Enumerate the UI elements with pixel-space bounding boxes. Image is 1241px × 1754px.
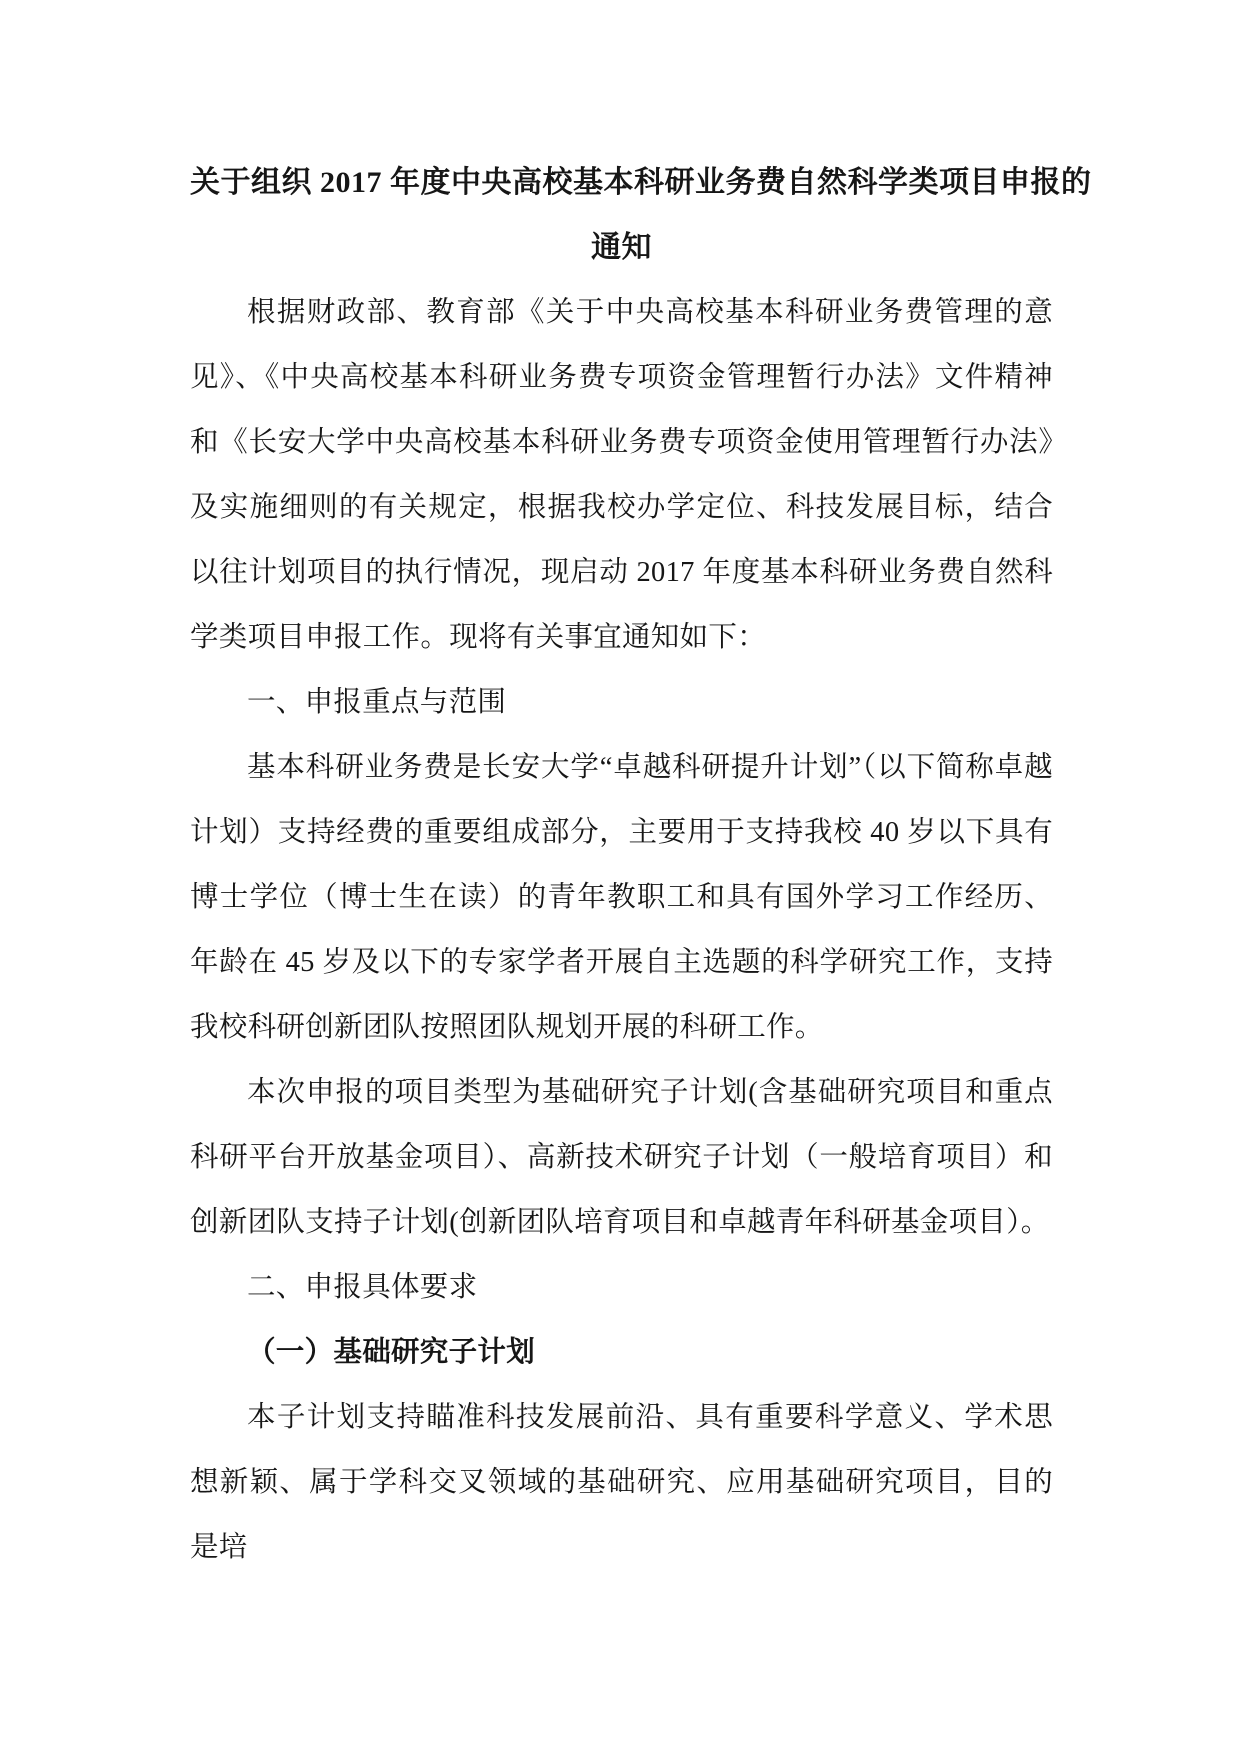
heading-section-one-scope: 一、申报重点与范围 xyxy=(247,687,507,718)
document-title-line2: 通知 xyxy=(591,231,652,264)
heading-section-two-requirements: 二、申报具体要求 xyxy=(247,1272,478,1303)
paragraph-basic-research-description: 本子计划支持瞄准科技发展前沿、具有重要科学意义、学术思想新颖、属于学科交叉领域的基础研究、应用基础研究项目，目的是培 xyxy=(190,1402,1053,1563)
paragraph-project-types: 本次申报的项目类型为基础研究子计划(含基础研究项目和重点科研平台开放基金项目）、高新技术研究子计划（一般培育项目）和创新团队支持子计划(创新团队培育项目和卓越青年科研基金项目）。 xyxy=(190,1077,1053,1238)
heading-basic-research-subplan: （一）基础研究子计划 xyxy=(247,1337,536,1368)
document-title xyxy=(190,150,1092,280)
paragraph-intro-basis: 根据财政部、教育部《关于中央高校基本科研业务费管理的意见》、《中央高校基本科研业务费专项资金管理暂行办法》文件精神和《长安大学中央高校基本科研业务费专项资金使用管理暂行办法》及实施细则的有关规定，根据我校办学定位、科技发展目标，结合以往计划项目的执行情况，现启动 2017 年度基本科研业务费自然科学类项目申报工作。现将有关事宜通知如下： xyxy=(190,297,1053,653)
document-title-line1: 关于组织 2017 年度中央高校基本科研业务费自然科学类项目申报的 xyxy=(190,166,1092,199)
paragraph-funding-purpose: 基本科研业务费是长安大学“卓越科研提升计划”（以下简称卓越计划）支持经费的重要组成部分，主要用于支持我校 40 岁以下具有博士学位（博士生在读）的青年教职工和具有国外学习工作经历、年龄在 45 岁及以下的专家学者开展自主选题的科学研究工作，支持我校科研创新团队按照团队规划开展的科研工作。 xyxy=(190,752,1053,1043)
